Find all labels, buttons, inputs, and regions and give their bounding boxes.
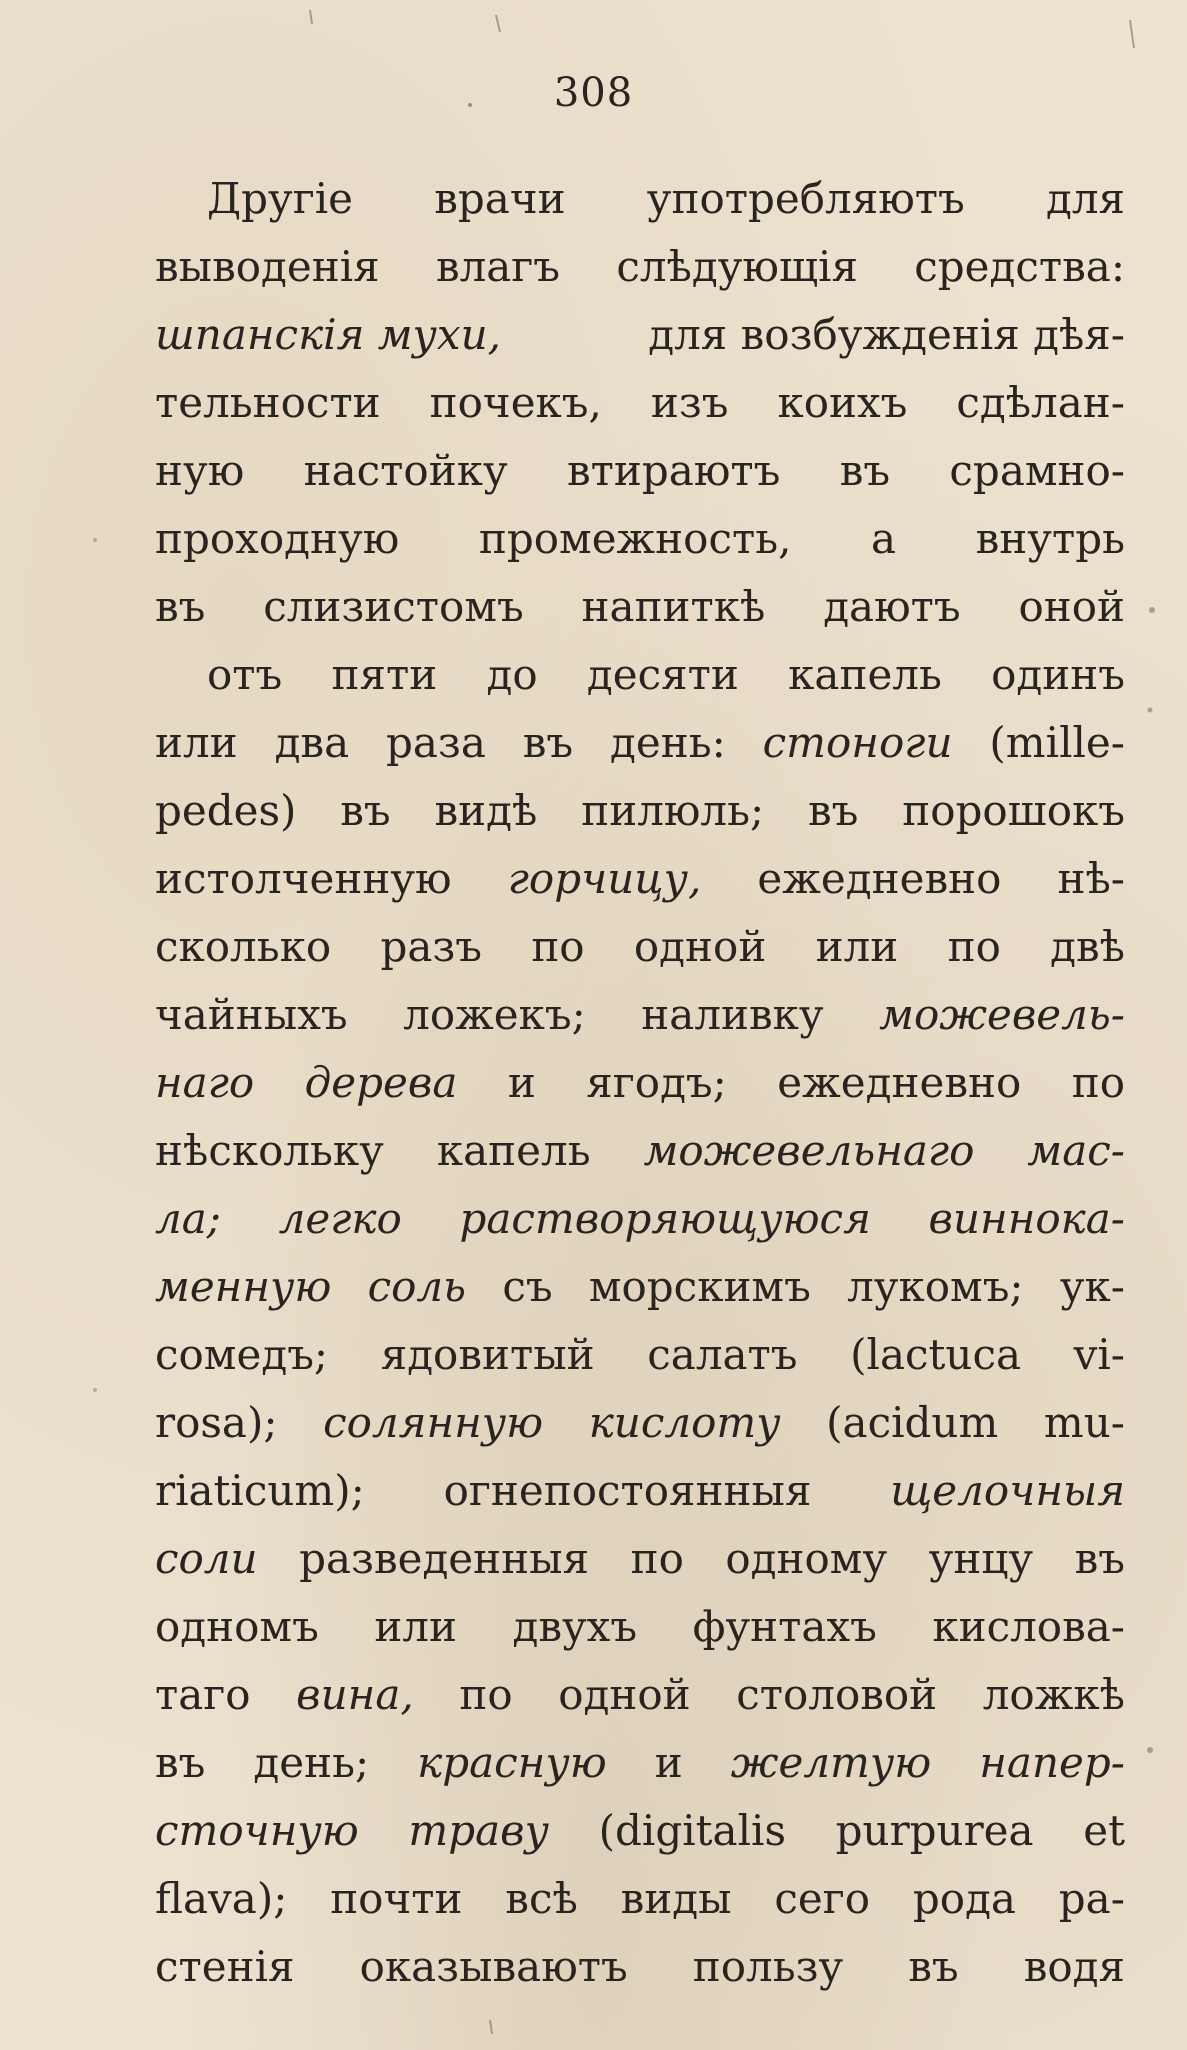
word: ную bbox=[155, 446, 245, 495]
text-line bbox=[155, 1321, 1125, 1389]
text-line bbox=[155, 233, 1125, 301]
italic-word: растворяющуюся bbox=[459, 1194, 871, 1243]
word: оказываютъ bbox=[359, 1942, 628, 1991]
word: наливку bbox=[641, 990, 824, 1039]
word: въ bbox=[155, 1738, 206, 1787]
word: въ bbox=[522, 718, 574, 767]
word: по bbox=[630, 1534, 684, 1583]
italic-word: ла; bbox=[155, 1194, 221, 1243]
word: проходную bbox=[155, 514, 400, 563]
word: всѣ bbox=[505, 1874, 578, 1923]
word: виды bbox=[620, 1874, 732, 1923]
word: до bbox=[486, 650, 538, 699]
italic-word: щелочныя bbox=[890, 1466, 1125, 1515]
italic-word: траву bbox=[408, 1806, 549, 1855]
word: или bbox=[155, 718, 238, 767]
italic-word: наго bbox=[155, 1058, 255, 1107]
text-line bbox=[155, 641, 1125, 709]
word: чайныхъ bbox=[155, 990, 348, 1039]
text-line bbox=[155, 437, 1125, 505]
word: рода bbox=[912, 1874, 1016, 1923]
word: пяти bbox=[331, 650, 438, 699]
text-line bbox=[155, 1797, 1125, 1865]
word: почти bbox=[330, 1874, 463, 1923]
word: et bbox=[1083, 1806, 1125, 1855]
word: день: bbox=[610, 718, 726, 767]
italic-word: можевель- bbox=[879, 990, 1125, 1039]
italic-word: желтую bbox=[730, 1738, 932, 1787]
italic-word: мас- bbox=[1027, 1126, 1125, 1175]
italic-word: кислоту bbox=[588, 1398, 781, 1447]
word: нѣ- bbox=[1057, 854, 1125, 903]
text-line bbox=[155, 1389, 1125, 1457]
word: день; bbox=[253, 1738, 370, 1787]
word: vi- bbox=[1073, 1330, 1125, 1379]
text-line bbox=[155, 165, 1125, 233]
word: водя bbox=[1023, 1942, 1125, 1991]
word: даютъ bbox=[823, 582, 961, 631]
word: врачи bbox=[434, 174, 566, 223]
text-line bbox=[155, 573, 1125, 641]
word: для возбужденія дѣя- bbox=[648, 310, 1125, 359]
italic-word: красную bbox=[417, 1738, 607, 1787]
word: употребляютъ bbox=[646, 174, 965, 223]
word: ежедневно bbox=[757, 854, 1002, 903]
word: порошокъ bbox=[902, 786, 1125, 835]
word: видѣ bbox=[434, 786, 538, 835]
word: стенія bbox=[155, 1942, 295, 1991]
word: капель bbox=[788, 650, 942, 699]
word: Другіе bbox=[207, 174, 354, 223]
word: пользу bbox=[692, 1942, 844, 1991]
italic-word: соль bbox=[367, 1262, 467, 1311]
text-line bbox=[155, 1457, 1125, 1525]
text-line bbox=[155, 1933, 1125, 2001]
word: mu- bbox=[1043, 1398, 1125, 1447]
word: (acidum bbox=[826, 1398, 999, 1447]
word: одной bbox=[633, 922, 767, 971]
word: или bbox=[374, 1602, 457, 1651]
text-line bbox=[155, 777, 1125, 845]
text-line bbox=[155, 913, 1125, 981]
word: одинъ bbox=[991, 650, 1125, 699]
italic-word: вина, bbox=[296, 1670, 414, 1719]
word: разъ bbox=[380, 922, 483, 971]
word: сдѣлан- bbox=[956, 378, 1125, 427]
body-text bbox=[155, 165, 1125, 2001]
word: одной bbox=[558, 1670, 691, 1719]
italic-word: легко bbox=[278, 1194, 402, 1243]
word: въ bbox=[839, 446, 891, 495]
word: средства: bbox=[914, 242, 1125, 291]
word: влагъ bbox=[435, 242, 561, 291]
word: огнепостоянныя bbox=[443, 1466, 812, 1515]
word: (digitalis bbox=[598, 1806, 786, 1855]
word: оной bbox=[1018, 582, 1125, 631]
word: по bbox=[947, 922, 1001, 971]
text-line bbox=[155, 709, 1125, 777]
text-line bbox=[155, 1593, 1125, 1661]
text-line bbox=[155, 1865, 1125, 1933]
word: въ bbox=[155, 582, 206, 631]
word: кислова- bbox=[932, 1602, 1125, 1651]
word: съ bbox=[502, 1262, 553, 1311]
word: въ bbox=[908, 1942, 959, 1991]
italic-word: напер- bbox=[979, 1738, 1125, 1787]
word: слизистомъ bbox=[263, 582, 524, 631]
word: унцу bbox=[928, 1534, 1034, 1583]
text-line bbox=[155, 1729, 1125, 1797]
word: внутрь bbox=[975, 514, 1125, 563]
word: нѣскольку bbox=[155, 1126, 384, 1175]
word: истолченную bbox=[155, 854, 452, 903]
text-line bbox=[155, 1185, 1125, 1253]
italic-word: соли bbox=[155, 1534, 258, 1583]
word: rosa); bbox=[155, 1398, 278, 1447]
word: салатъ bbox=[647, 1330, 798, 1379]
word: лукомъ; bbox=[847, 1262, 1024, 1311]
word: flava); bbox=[155, 1874, 288, 1923]
word: раза bbox=[386, 718, 486, 767]
word: (lactuca bbox=[850, 1330, 1022, 1379]
text-line bbox=[155, 1117, 1125, 1185]
word: фунтахъ bbox=[692, 1602, 877, 1651]
word: въ bbox=[808, 786, 859, 835]
italic-word: можевельнаго bbox=[643, 1126, 975, 1175]
text-line bbox=[155, 1253, 1125, 1321]
word: выводенія bbox=[155, 242, 380, 291]
text-line bbox=[155, 369, 1125, 437]
word: ложкѣ bbox=[982, 1670, 1125, 1719]
italic-word: дерева bbox=[304, 1058, 458, 1107]
word: по bbox=[1071, 1058, 1125, 1107]
word: и bbox=[507, 1058, 536, 1107]
word: отъ bbox=[207, 650, 283, 699]
word: ук- bbox=[1059, 1262, 1125, 1311]
word: ягодъ; bbox=[586, 1058, 727, 1107]
word: десяти bbox=[586, 650, 739, 699]
word: одному bbox=[725, 1534, 888, 1583]
text-line bbox=[155, 1049, 1125, 1117]
word: въ bbox=[340, 786, 391, 835]
italic-word: виннока- bbox=[928, 1194, 1125, 1243]
word: промежность, bbox=[478, 514, 792, 563]
word: ложекъ; bbox=[403, 990, 586, 1039]
text-line bbox=[155, 845, 1125, 913]
word: изъ bbox=[650, 378, 729, 427]
word: тельности bbox=[155, 378, 381, 427]
word: почекъ, bbox=[429, 378, 602, 427]
word: два bbox=[274, 718, 350, 767]
word: pedes) bbox=[155, 786, 297, 835]
word: purpurea bbox=[835, 1806, 1034, 1855]
word: и bbox=[654, 1738, 683, 1787]
word: коихъ bbox=[777, 378, 908, 427]
word: ядовитый bbox=[380, 1330, 595, 1379]
italic-word: сточную bbox=[155, 1806, 359, 1855]
text-line bbox=[155, 1661, 1125, 1729]
word: таго bbox=[155, 1670, 251, 1719]
word: для bbox=[1045, 174, 1125, 223]
word: по bbox=[531, 922, 585, 971]
word: втираютъ bbox=[567, 446, 781, 495]
word: въ bbox=[1074, 1534, 1125, 1583]
word: или bbox=[815, 922, 899, 971]
word: срамно- bbox=[949, 446, 1125, 495]
word: сомедъ; bbox=[155, 1330, 329, 1379]
text-line bbox=[155, 981, 1125, 1049]
word: морскимъ bbox=[588, 1262, 811, 1311]
text-line bbox=[155, 301, 1125, 369]
word: а bbox=[871, 514, 897, 563]
word: ежедневно bbox=[777, 1058, 1022, 1107]
word: разведенныя bbox=[299, 1534, 590, 1583]
word: ра- bbox=[1058, 1874, 1125, 1923]
word: столовой bbox=[736, 1670, 938, 1719]
text-line bbox=[155, 505, 1125, 573]
word: (mille- bbox=[989, 718, 1125, 767]
word: слѣдующія bbox=[616, 242, 858, 291]
italic-word: горчицу, bbox=[507, 854, 702, 903]
word: пилюль; bbox=[581, 786, 765, 835]
word: по bbox=[459, 1670, 513, 1719]
italic-word: шпанскія мухи, bbox=[155, 310, 502, 359]
word: двѣ bbox=[1050, 922, 1125, 971]
word: капель bbox=[436, 1126, 591, 1175]
word: настойку bbox=[303, 446, 508, 495]
word: сего bbox=[774, 1874, 871, 1923]
word: двухъ bbox=[512, 1602, 638, 1651]
italic-word: менную bbox=[155, 1262, 332, 1311]
page-number: 308 bbox=[553, 70, 634, 116]
word: riaticum); bbox=[155, 1466, 365, 1515]
word: сколько bbox=[155, 922, 332, 971]
word: напиткѣ bbox=[581, 582, 766, 631]
italic-word: стоноги bbox=[762, 718, 953, 767]
text-line bbox=[155, 1525, 1125, 1593]
word: одномъ bbox=[155, 1602, 319, 1651]
italic-word: солянную bbox=[323, 1398, 544, 1447]
